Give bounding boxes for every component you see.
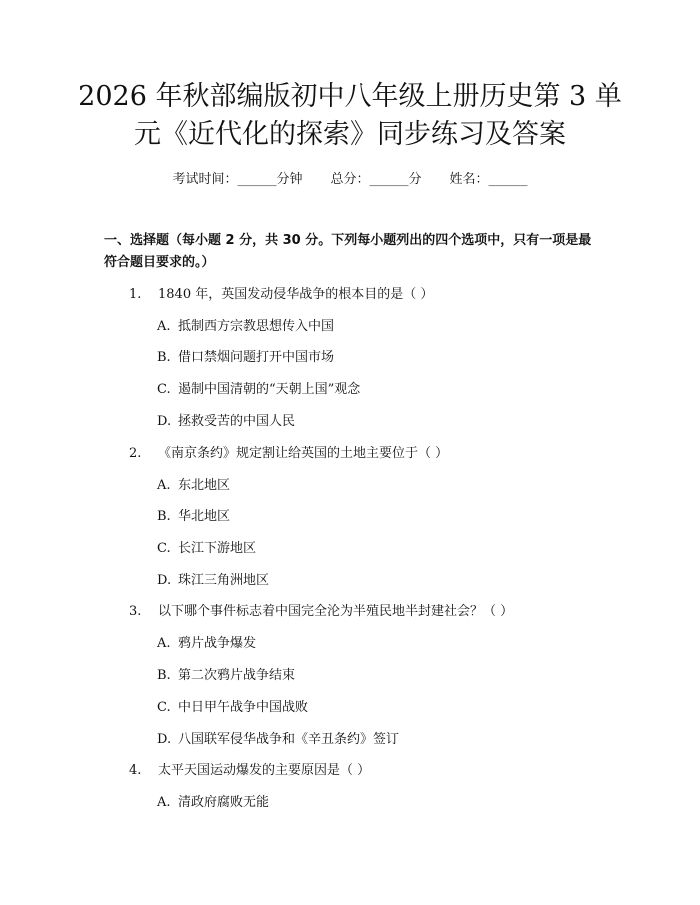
option-text: 借口禁烟问题打开中国市场 <box>178 350 335 365</box>
question-3 <box>129 600 513 619</box>
question-3-option-c <box>157 696 308 715</box>
question-1-option-d <box>157 410 295 429</box>
option-text: 珠江三角洲地区 <box>178 573 270 588</box>
question-2-option-a <box>157 474 230 493</box>
document-title <box>60 78 640 154</box>
section-heading: 一、选择题（每小题 2 分，共 30 分。下列每小题列出的四个选项中，只有一项是最符合题目要求的。） <box>104 233 592 270</box>
option-text: 长江下游地区 <box>178 541 257 556</box>
option-text: 第二次鸦片战争结束 <box>178 668 296 683</box>
question-number: 2. <box>129 446 142 461</box>
question-1 <box>129 283 433 302</box>
question-number: 4. <box>129 763 142 778</box>
option-letter: A. <box>157 478 171 493</box>
option-letter: D. <box>157 414 172 429</box>
question-3-option-a <box>157 632 256 651</box>
question-2-option-b <box>157 505 230 524</box>
exam-time: 考试时间：______分钟 <box>172 172 303 187</box>
exam-score: 总分：______分 <box>330 172 422 187</box>
question-1-option-b <box>157 346 334 365</box>
question-2 <box>129 442 448 461</box>
option-text: 清政府腐败无能 <box>178 795 270 810</box>
option-letter: C. <box>157 541 171 556</box>
option-letter: C. <box>157 700 171 715</box>
option-letter: A. <box>157 319 171 334</box>
option-letter: B. <box>157 350 171 365</box>
option-letter: C. <box>157 382 171 397</box>
student-name: 姓名：______ <box>449 172 528 187</box>
question-number: 1. <box>129 287 142 302</box>
option-text: 拯救受苦的中国人民 <box>178 414 296 429</box>
title-line-2: 元《近代化的探索》同步练习及答案 <box>134 119 566 150</box>
question-2-option-c <box>157 537 256 556</box>
option-text: 遏制中国清朝的“天朝上国”观念 <box>178 382 361 397</box>
option-letter: A. <box>157 636 171 651</box>
option-text: 中日甲午战争中国战败 <box>178 700 309 715</box>
option-letter: B. <box>157 668 171 683</box>
option-letter: A. <box>157 795 171 810</box>
option-text: 八国联军侵华战争和《辛丑条约》签订 <box>178 732 400 747</box>
option-text: 抵制西方宗教思想传入中国 <box>178 319 335 334</box>
question-4 <box>129 759 370 778</box>
question-3-option-b <box>157 664 295 683</box>
question-2-option-d <box>157 569 269 588</box>
option-text: 华北地区 <box>178 509 231 524</box>
question-text: 以下哪个事件标志着中国完全沦为半殖民地半封建社会？（ ） <box>158 604 514 619</box>
option-text: 东北地区 <box>178 478 231 493</box>
title-line-1: 2026 年秋部编版初中八年级上册历史第 3 单 <box>78 81 622 112</box>
question-text: 1840 年，英国发动侵华战争的根本目的是（ ） <box>158 287 434 302</box>
option-letter: B. <box>157 509 171 524</box>
question-1-option-c <box>157 378 360 397</box>
question-4-option-a <box>157 791 269 810</box>
question-text: 《南京条约》规定割让给英国的土地主要位于（ ） <box>158 446 449 461</box>
question-number: 3. <box>129 604 142 619</box>
option-text: 鸦片战争爆发 <box>178 636 257 651</box>
exam-meta <box>0 168 700 187</box>
option-letter: D. <box>157 573 172 588</box>
question-3-option-d <box>157 728 399 747</box>
question-text: 太平天国运动爆发的主要原因是（ ） <box>158 763 371 778</box>
option-letter: D. <box>157 732 172 747</box>
question-1-option-a <box>157 315 334 334</box>
